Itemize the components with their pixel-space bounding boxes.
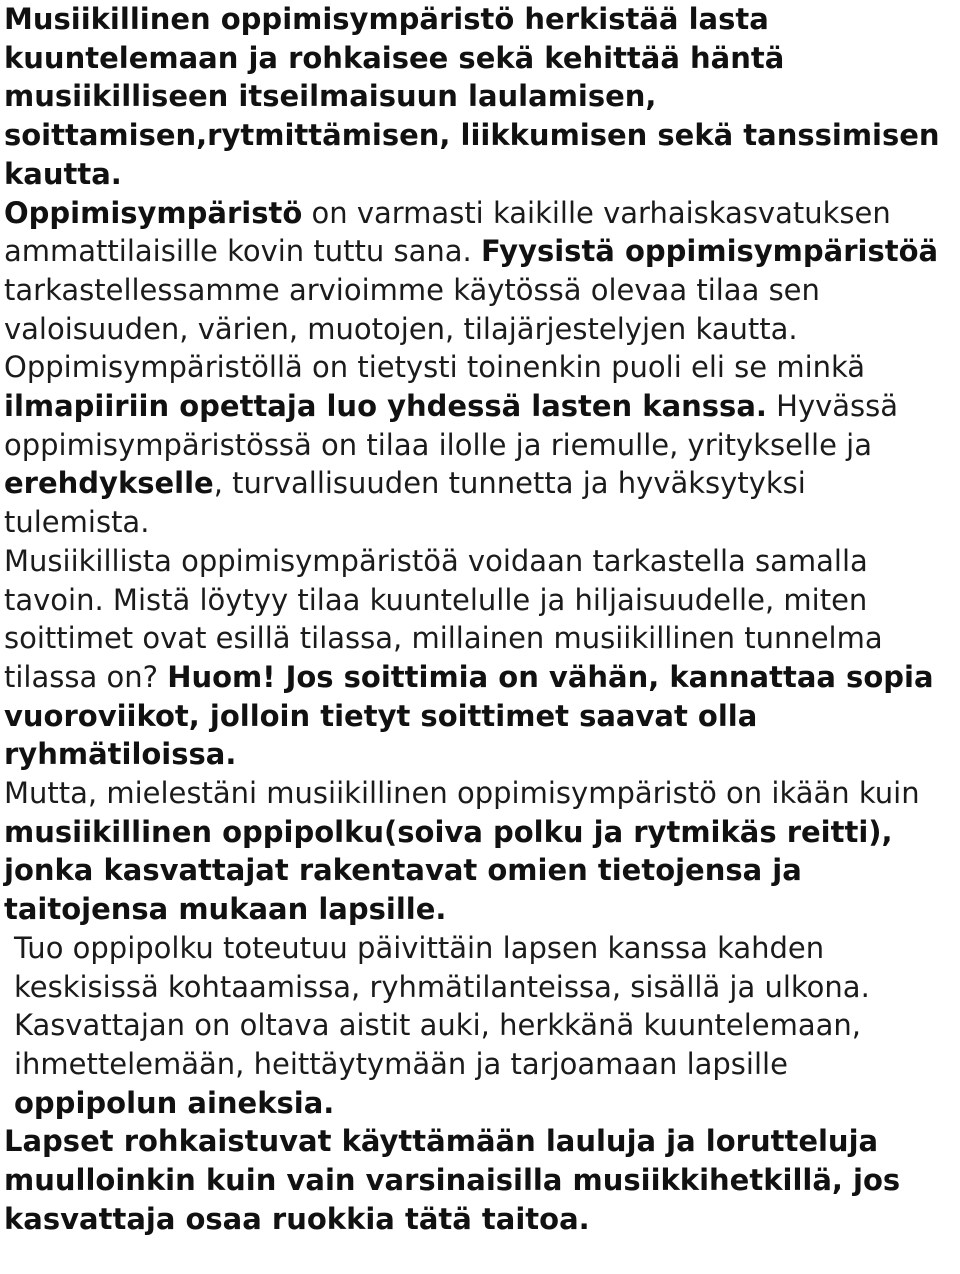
paragraph-daily-path bbox=[4, 929, 958, 1123]
document-body bbox=[4, 0, 958, 1239]
text-segment: tarkastellessamme arvioimme käytössä olevaa tilaa sen valoisuuden, värien, muotojen, tilajärjestelyjen kautta. Oppimisympäristöllä on tietysti toinenkin puoli eli se minkä bbox=[4, 272, 866, 385]
paragraph-learning-environment bbox=[4, 194, 958, 542]
note-huom: Huom! Jos soittimia on vähän, kannattaa sopia vuoroviikot, jolloin tietyt soittimet saavat olla ryhmätiloissa. bbox=[4, 659, 934, 772]
term-musiikillinen-oppipolku: musiikillinen oppipolku(soiva polku ja rytmikäs reitti), jonka kasvattajat rakentavat omien tietojensa ja taitojensa mukaan lapsille. bbox=[4, 814, 893, 927]
paragraph-learning-path bbox=[4, 774, 958, 929]
text-segment: Tuo oppipolku toteutuu päivittäin lapsen kanssa kahden keskisissä kohtaamissa, ryhmätilanteissa, sisällä ja ulkona. Kasvattajan on oltava aistit auki, herkkänä kuuntelemaan, ihmettelemään, heittäytymään ja tarjoamaan lapsille bbox=[14, 930, 870, 1081]
term-fyysista-oppimisymparistoa: Fyysistä oppimisympäristöä bbox=[480, 234, 939, 269]
intro-bold-text: Musiikillinen oppimisympäristö herkistää lasta kuuntelemaan ja rohkaisee sekä kehittää häntä musiikilliseen itseilmaisuun laulamisen, soittamisen,rytmittämisen, liikkumisen sekä tanssimisen kautta. bbox=[4, 2, 940, 191]
text-segment: Hyvässä oppimisympäristössä on tilaa ilolle ja riemulle, yritykselle ja bbox=[4, 389, 899, 462]
term-ilmapiiri: ilmapiiriin opettaja luo yhdessä lasten kanssa. bbox=[4, 389, 767, 424]
term-erehdykselle: erehdykselle bbox=[4, 466, 214, 501]
text-segment: Musiikillista oppimisympäristöä voidaan tarkastella samalla tavoin. Mistä löytyy tilaa kuuntelulle ja hiljaisuudelle, miten soittimet ovat esillä tilassa, millainen musiikillinen tunnelma tilassa on? bbox=[4, 543, 883, 694]
paragraph-musical-environment bbox=[4, 542, 958, 774]
conclusion-bold-text: Lapset rohkaistuvat käyttämään lauluja ja lorutteluja muulloinkin kuin vain varsinaisilla musiikkihetkillä, jos kasvattaja osaa ruokkia tätä taitoa. bbox=[4, 1124, 901, 1236]
paragraph-conclusion bbox=[4, 1122, 958, 1238]
text-segment: , turvallisuuden tunnetta ja hyväksytyksi tulemista. bbox=[4, 466, 806, 540]
term-oppipolun-aineksia: oppipolun aineksia. bbox=[14, 1085, 335, 1120]
paragraph-intro bbox=[4, 0, 958, 194]
text-segment: Mutta, mielestäni musiikillinen oppimisympäristö on ikään kuin bbox=[4, 776, 920, 811]
term-oppimisymparisto: Oppimisympäristö bbox=[4, 195, 303, 230]
text-segment: on varmasti kaikille varhaiskasvatuksen ammattilaisille kovin tuttu sana. bbox=[4, 195, 891, 269]
